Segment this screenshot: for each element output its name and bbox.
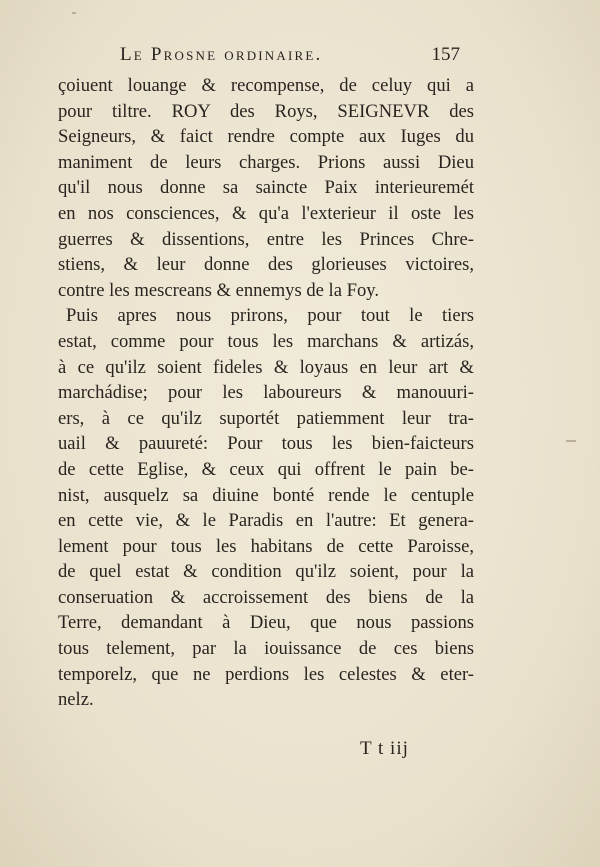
text-line: temporelz, que ne perdions les celestes & eter- bbox=[58, 663, 474, 685]
page-number: 157 bbox=[431, 44, 460, 65]
text-line: guerres & dissentions, entre les Princes Chre- bbox=[58, 228, 474, 250]
text-line: ers, à ce qu'ilz suportét patiemment leur tra- bbox=[58, 407, 474, 429]
text-line: stiens, & leur donne des glorieuses victoires, bbox=[58, 254, 474, 276]
paragraph-start-line: Puis apres nous prirons, pour tout le tiers bbox=[66, 305, 474, 327]
text-line: estat, comme pour tous les marchans & artizás, bbox=[58, 330, 474, 352]
running-title: Le Prosne ordinaire. bbox=[120, 44, 323, 65]
margin-blemish bbox=[72, 12, 76, 14]
body-text bbox=[58, 73, 474, 713]
text-line: qu'il nous donne sa saincte Paix interieuremét bbox=[58, 177, 474, 199]
text-line: maniment de leurs charges. Prions aussi Dieu bbox=[58, 151, 474, 173]
text-line: en nos consciences, & qu'a l'exterieur il oste les bbox=[58, 202, 474, 224]
text-line: çoiuent louange & recompense, de celuy qui a bbox=[58, 75, 474, 96]
text-line: Seigneurs, & faict rendre compte aux Iuges du bbox=[58, 126, 474, 148]
text-line: lement pour tous les habitans de cette Paroisse, bbox=[58, 535, 474, 557]
text-line: marchádise; pour les laboureurs & manouuri- bbox=[58, 382, 474, 404]
text-line: conseruation & accroissement des biens de la bbox=[58, 586, 474, 608]
text-line: en cette vie, & le Paradis en l'autre: Et genera- bbox=[58, 510, 474, 532]
text-line: à ce qu'ilz soient fideles & loyaus en leur art & bbox=[58, 356, 474, 378]
text-line: pour tiltre. ROY des Roys, SEIGNEVR des bbox=[58, 100, 474, 122]
page-header bbox=[120, 44, 460, 70]
text-line: nelz. bbox=[58, 689, 94, 711]
text-line: Terre, demandant à Dieu, que nous passions bbox=[58, 612, 474, 634]
text-line: uail & pauureté: Pour tous les bien-faicteurs bbox=[58, 433, 474, 455]
text-line: nist, ausquelz sa diuine bonté rende le centuple bbox=[58, 484, 474, 506]
text-line: contre les mescreans & ennemys de la Foy. bbox=[58, 279, 379, 301]
text-line: de quel estat & condition qu'ilz soient, pour la bbox=[58, 561, 474, 583]
signature-mark: T t iij bbox=[360, 738, 409, 759]
text-line: de cette Eglise, & ceux qui offrent le pain be- bbox=[58, 458, 474, 480]
margin-blemish bbox=[566, 440, 576, 442]
text-line: tous telement, par la iouissance de ces biens bbox=[58, 638, 474, 660]
